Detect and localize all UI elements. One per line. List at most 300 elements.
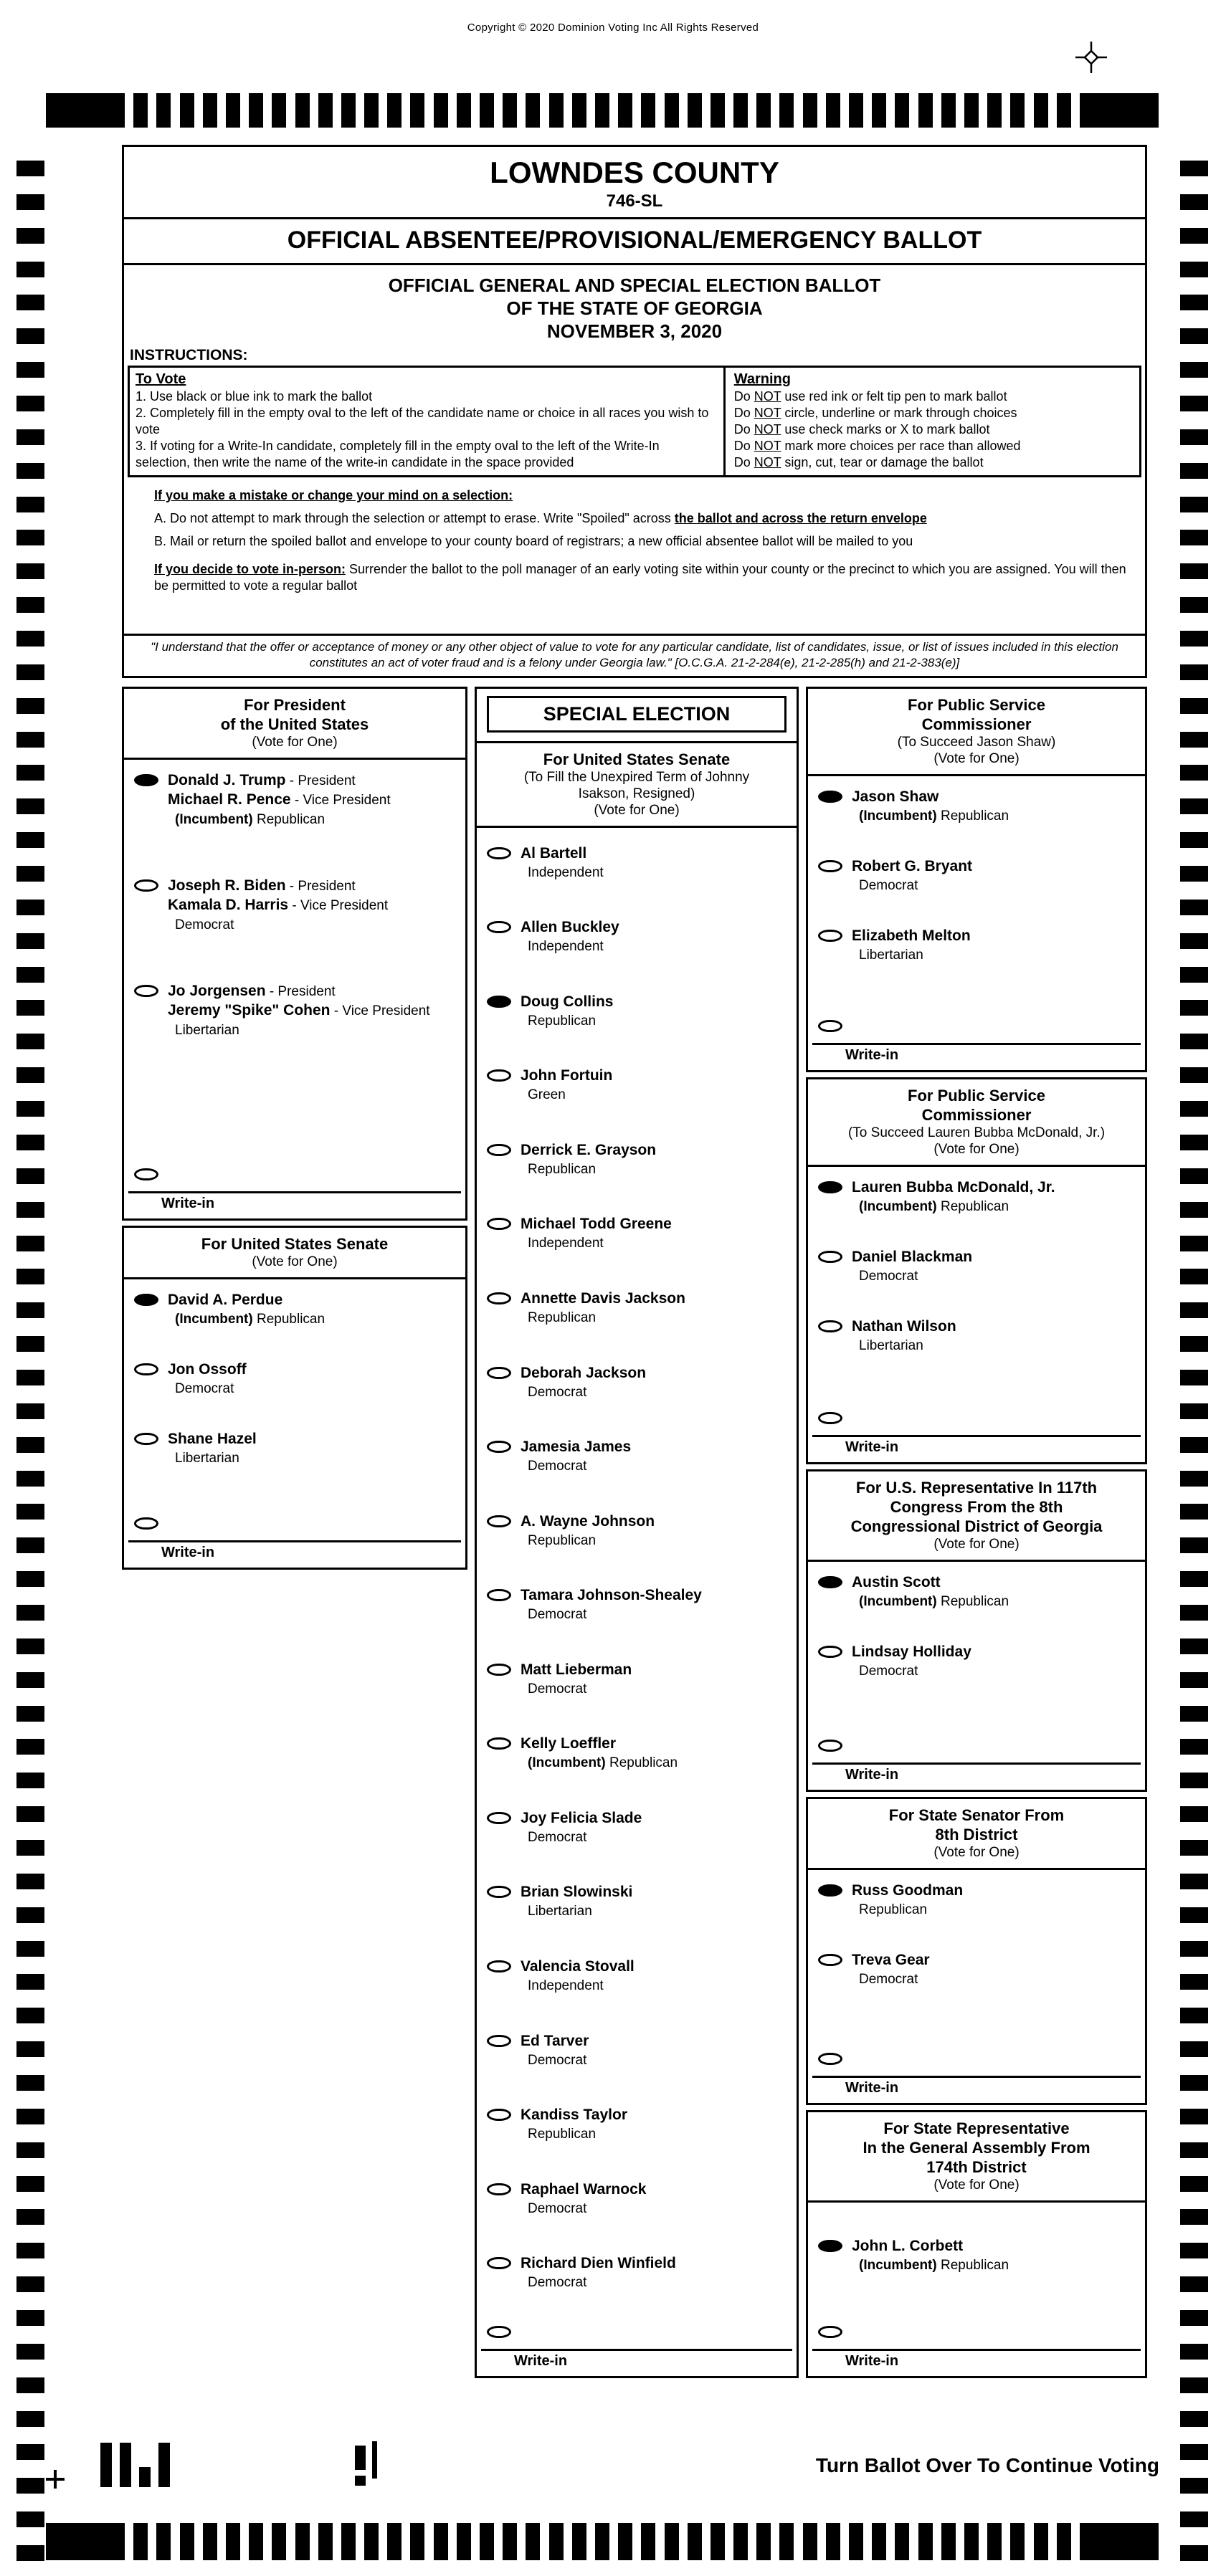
candidate-option <box>808 1940 1145 2009</box>
race-box <box>806 1797 1147 2105</box>
write-in-option <box>477 2317 797 2376</box>
timing-mark <box>1180 2545 1208 2561</box>
candidate-option <box>477 2021 797 2090</box>
timing-bar <box>1057 2523 1071 2560</box>
mistake-instruction: A. Do not attempt to mark through the selection or attempt to erase. Write "Spoiled" across the ballot and across the return envelope <box>154 511 927 525</box>
candidate-info <box>521 2180 646 2217</box>
mistake-section <box>124 482 1145 550</box>
candidate-party: Independent <box>528 1236 604 1251</box>
special-election-title: SPECIAL ELECTION <box>487 696 787 733</box>
timing-bar <box>941 93 956 128</box>
ballot-oval-empty[interactable] <box>487 1812 511 1824</box>
timing-bar <box>779 93 794 128</box>
candidate-party: Democrat <box>528 2275 587 2291</box>
timing-bar <box>364 93 379 128</box>
timing-bar <box>964 93 979 128</box>
race-title: For United States Senate <box>201 1235 389 1253</box>
candidate-name: Shane Hazel <box>168 1431 257 1447</box>
candidate-name: Lindsay Holliday <box>852 1644 971 1660</box>
candidate-party: Libertarian <box>859 948 923 963</box>
mistake-items <box>154 510 1134 550</box>
race-title: For State Senator From <box>888 1806 1065 1824</box>
timing-mark <box>1180 1806 1208 1822</box>
candidate-party: Democrat <box>859 1972 918 1987</box>
candidate-list <box>808 2203 1145 2317</box>
candidate-option <box>477 1798 797 1867</box>
barcode-bar <box>355 2446 366 2470</box>
write-in-oval[interactable] <box>134 1517 158 1530</box>
candidate-party: (Incumbent) Republican <box>859 1594 1009 1609</box>
warning-instruction: Do NOT circle, underline or mark through choices <box>733 406 1017 420</box>
timing-mark <box>16 1236 44 1251</box>
timing-mark <box>16 1336 44 1352</box>
candidate-option <box>477 2094 797 2164</box>
write-in-label: Write-in <box>845 1767 899 1783</box>
race-subtitle: (To Succeed Jason Shaw) <box>897 735 1056 750</box>
barcode-bar <box>139 2467 151 2487</box>
timing-mark <box>16 2344 44 2360</box>
ballot-type-title: OFFICIAL ABSENTEE/PROVISIONAL/EMERGENCY BALLOT <box>124 219 1145 265</box>
timing-bar <box>641 93 655 128</box>
timing-bar <box>180 93 194 128</box>
candidate-name: Valencia Stovall <box>521 1958 635 1975</box>
timing-mark <box>1180 1168 1208 1184</box>
ballot-content <box>122 145 1147 2378</box>
timing-bar <box>434 93 448 128</box>
candidate-party: (Incumbent) Republican <box>175 1312 325 1327</box>
candidate-party: Democrat <box>859 878 918 893</box>
candidate-name: Joseph R. Biden - President <box>168 877 356 894</box>
candidate-option <box>808 1562 1145 1631</box>
timing-cap <box>1080 2523 1159 2560</box>
write-in-oval[interactable] <box>818 1740 842 1752</box>
timing-mark <box>1180 1236 1208 1251</box>
warning-instruction: Do NOT mark more choices per race than allowed <box>733 439 1021 453</box>
timing-mark <box>1180 1269 1208 1284</box>
timing-mark <box>16 2411 44 2427</box>
candidate-list <box>808 776 1145 985</box>
candidate-info <box>852 1881 963 1918</box>
timing-bar <box>826 93 840 128</box>
timing-bar <box>918 2523 933 2560</box>
timing-bar <box>1034 2523 1048 2560</box>
timing-bar <box>872 2523 886 2560</box>
candidate-name: David A. Perdue <box>168 1292 283 1308</box>
ballot-oval-filled[interactable] <box>818 2240 842 2252</box>
timing-bar <box>156 2523 171 2560</box>
write-in-oval[interactable] <box>818 1020 842 1032</box>
write-in-option <box>808 1011 1145 1070</box>
timing-mark <box>1180 2109 1208 2124</box>
ballot-oval-filled[interactable] <box>818 1884 842 1897</box>
barcode-bar <box>372 2441 377 2479</box>
candidate-name: Jon Ossoff <box>168 1361 247 1378</box>
candidate-option <box>124 760 465 865</box>
timing-mark <box>1180 429 1208 445</box>
timing-mark <box>1180 1571 1208 1587</box>
ballot-oval-empty[interactable] <box>818 930 842 942</box>
mistake-heading: If you make a mistake or change your mind on a selection: <box>154 488 513 502</box>
candidate-info <box>852 1317 956 1354</box>
ballot-oval-empty[interactable] <box>487 1069 511 1082</box>
candidate-name: Doug Collins <box>521 993 614 1010</box>
candidate-name: Kandiss Taylor <box>521 2107 627 2124</box>
candidate-party: Democrat <box>859 1664 918 1679</box>
timing-mark <box>16 328 44 344</box>
race-box <box>475 687 799 2378</box>
timing-mark <box>1180 1504 1208 1520</box>
write-in-oval[interactable] <box>818 2326 842 2338</box>
ballot-oval-empty[interactable] <box>487 2035 511 2047</box>
timing-mark <box>1180 194 1208 210</box>
ballot-oval-filled[interactable] <box>134 1294 158 1306</box>
timing-mark <box>16 2310 44 2326</box>
timing-mark <box>1180 2377 1208 2393</box>
timing-bar <box>226 2523 240 2560</box>
write-in-option <box>808 2044 1145 2103</box>
candidate-info <box>521 1883 632 1919</box>
ballot-oval-empty[interactable] <box>487 2257 511 2269</box>
timing-bar <box>295 93 310 128</box>
to-vote-title: To Vote <box>136 371 186 387</box>
ballot-oval-empty[interactable] <box>487 1218 511 1230</box>
timing-mark <box>1180 2075 1208 2091</box>
candidate-info <box>521 1957 635 1994</box>
timing-mark <box>16 161 44 176</box>
timing-mark <box>16 1638 44 1654</box>
ballot-oval-empty[interactable] <box>487 1960 511 1972</box>
ballot-oval-empty[interactable] <box>818 860 842 872</box>
write-in-oval[interactable] <box>134 1168 158 1180</box>
timing-cap <box>46 93 125 128</box>
timing-mark <box>16 1269 44 1284</box>
race-header <box>808 1079 1145 1167</box>
race-header <box>808 1799 1145 1870</box>
candidate-info <box>521 844 604 881</box>
timing-bar <box>295 2523 310 2560</box>
candidate-option <box>808 1306 1145 1375</box>
race-header <box>808 689 1145 776</box>
timing-mark <box>1180 2142 1208 2158</box>
timing-mark <box>16 396 44 411</box>
timing-mark <box>16 1101 44 1117</box>
timing-bar <box>203 2523 217 2560</box>
race-title: of the United States <box>220 715 369 733</box>
timing-bar <box>987 2523 1002 2560</box>
ballot-oval-empty[interactable] <box>487 1589 511 1601</box>
ballot-oval-empty[interactable] <box>134 879 158 892</box>
timing-mark <box>16 1672 44 1688</box>
timing-mark <box>16 194 44 210</box>
timing-mark <box>16 1034 44 1049</box>
ballot-oval-filled[interactable] <box>818 1181 842 1193</box>
warning-instruction: Do NOT use check marks or X to mark ballot <box>733 422 990 437</box>
timing-mark <box>1180 1907 1208 1923</box>
candidate-option <box>124 865 465 970</box>
candidate-name: Elizabeth Melton <box>852 927 971 944</box>
timing-bar <box>318 93 333 128</box>
write-in-label: Write-in <box>161 1545 215 1560</box>
candidate-info <box>521 2254 676 2291</box>
write-in-oval[interactable] <box>487 2326 511 2338</box>
ballot-oval-empty[interactable] <box>487 1144 511 1156</box>
timing-bar <box>849 93 863 128</box>
timing-mark <box>16 2444 44 2460</box>
timing-mark <box>1180 1034 1208 1049</box>
timing-bar <box>457 2523 471 2560</box>
timing-mark <box>1180 262 1208 277</box>
race-title: Congress From the 8th <box>890 1498 1063 1516</box>
timing-mark <box>1180 798 1208 814</box>
barcode-bar <box>355 2476 366 2486</box>
race-header <box>477 743 797 828</box>
race-subtitle: (Vote for One) <box>933 2177 1020 2193</box>
candidate-party: (Incumbent) Republican <box>528 1755 678 1771</box>
timing-mark <box>16 1471 44 1487</box>
timing-mark <box>16 866 44 882</box>
timing-mark <box>16 597 44 613</box>
timing-bar <box>711 2523 725 2560</box>
write-in-oval[interactable] <box>818 1412 842 1424</box>
candidate-name: Al Bartell <box>521 844 587 862</box>
timing-mark <box>1180 597 1208 613</box>
timing-mark <box>1180 1336 1208 1352</box>
race-title: Commissioner <box>921 1106 1032 1124</box>
ballot-oval-empty[interactable] <box>134 1433 158 1445</box>
barcode-bar <box>100 2443 112 2487</box>
candidate-info <box>521 1512 655 1549</box>
timing-mark <box>16 1605 44 1621</box>
candidate-party: Green <box>528 1087 566 1103</box>
ballot-oval-empty[interactable] <box>818 1320 842 1332</box>
candidate-name: Lauren Bubba McDonald, Jr. <box>852 1179 1055 1196</box>
barcode-bar <box>120 2443 131 2487</box>
warning-items <box>734 388 1132 471</box>
candidate-option <box>477 1723 797 1793</box>
write-in-label: Write-in <box>845 1047 899 1063</box>
timing-mark <box>1180 1101 1208 1117</box>
candidate-party: Democrat <box>859 1269 918 1284</box>
candidate-name: Joy Felicia Slade <box>521 1809 642 1826</box>
timing-mark <box>1180 1370 1208 1385</box>
timing-mark <box>1180 2444 1208 2460</box>
timing-mark <box>1180 866 1208 882</box>
write-in-oval[interactable] <box>818 2053 842 2065</box>
in-person-instructions: If you decide to vote in-person: Surrender the ballot to the poll manager of an early voting site within your county or the precinct to which you are assigned. You will then be permitted to vote a regular ballot <box>154 562 1126 593</box>
candidate-party: Democrat <box>528 1829 587 1845</box>
timing-bar <box>526 93 540 128</box>
ballot-oval-empty[interactable] <box>487 1664 511 1676</box>
timing-mark <box>1180 2478 1208 2494</box>
ballot-oval-filled[interactable] <box>134 774 158 786</box>
timing-mark <box>1180 2008 1208 2023</box>
candidate-option <box>477 1130 797 1199</box>
timing-bar <box>872 93 886 128</box>
timing-mark <box>1180 161 1208 176</box>
race-title: Commissioner <box>921 715 1032 733</box>
running-mate-name: Kamala D. Harris - Vice President <box>168 897 389 913</box>
timing-bar <box>987 93 1002 128</box>
ballot-oval-empty[interactable] <box>487 1292 511 1304</box>
ballot-oval-empty[interactable] <box>487 921 511 933</box>
ballot-oval-empty[interactable] <box>487 1441 511 1453</box>
timing-bar <box>964 2523 979 2560</box>
timing-mark <box>1180 563 1208 579</box>
candidate-party: Libertarian <box>859 1338 923 1353</box>
to-vote-instruction: 3. If voting for a Write-In candidate, completely fill in the empty oval to the left of the Write-In selection, then write the name of the write-in candidate in the space provided <box>136 439 660 469</box>
timing-bar <box>457 93 471 128</box>
candidate-option <box>808 1236 1145 1306</box>
timing-bar <box>849 2523 863 2560</box>
timing-bar <box>779 2523 794 2560</box>
timing-bar <box>364 2523 379 2560</box>
timing-bar <box>826 2523 840 2560</box>
timing-mark <box>16 1806 44 1822</box>
candidate-info <box>852 788 1009 824</box>
timing-mark <box>1180 228 1208 244</box>
timing-mark <box>1180 631 1208 647</box>
ballot-oval-empty[interactable] <box>818 1646 842 1658</box>
timing-bar <box>133 2523 148 2560</box>
timing-bar <box>549 2523 564 2560</box>
candidate-option <box>477 1946 797 2016</box>
timing-mark <box>16 362 44 378</box>
timing-marks-bottom <box>46 2523 1159 2560</box>
candidate-name: Daniel Blackman <box>852 1249 973 1265</box>
candidate-option <box>808 846 1145 915</box>
ballot-oval-empty[interactable] <box>487 847 511 859</box>
ballot-oval-empty[interactable] <box>818 1251 842 1263</box>
timing-mark <box>16 1974 44 1990</box>
timing-bar <box>249 2523 263 2560</box>
ballot-column-2 <box>475 687 799 2378</box>
candidate-name: Tamara Johnson-Shealey <box>521 1587 702 1604</box>
race-title: For Public Service <box>908 696 1045 714</box>
ballot-oval-empty[interactable] <box>487 2183 511 2195</box>
ballot-oval-empty[interactable] <box>487 2109 511 2121</box>
candidate-option <box>477 833 797 902</box>
race-subtitle: (Vote for One) <box>933 1537 1020 1552</box>
candidate-info <box>168 1430 257 1466</box>
timing-bar <box>180 2523 194 2560</box>
candidate-option <box>808 1870 1145 1940</box>
election-date: NOVEMBER 3, 2020 <box>546 320 723 342</box>
candidate-name: Robert G. Bryant <box>852 858 973 874</box>
race-subtitle: (Vote for One) <box>594 803 680 818</box>
timing-mark <box>16 2075 44 2091</box>
candidate-list <box>808 1870 1145 2009</box>
timing-bar <box>711 93 725 128</box>
candidate-name: Annette Davis Jackson <box>521 1289 685 1307</box>
ballot-header <box>122 145 1147 678</box>
candidate-option <box>124 1279 465 1349</box>
registration-plus-icon <box>46 2470 65 2492</box>
timing-bar <box>665 2523 679 2560</box>
instructions-table <box>128 366 1141 477</box>
candidate-info <box>521 1215 672 1251</box>
ballot-oval-filled[interactable] <box>818 791 842 803</box>
candidate-info <box>852 1573 1009 1610</box>
candidate-party: Republican <box>528 1532 597 1548</box>
candidate-option <box>808 1167 1145 1236</box>
timing-mark <box>16 1840 44 1856</box>
candidate-party: Republican <box>859 1902 928 1917</box>
timing-mark <box>16 1504 44 1520</box>
ballot-oval-empty[interactable] <box>487 1886 511 1898</box>
timing-bar <box>410 93 424 128</box>
candidate-name: Michael Todd Greene <box>521 1216 672 1233</box>
ballot-oval-empty[interactable] <box>134 1363 158 1375</box>
ballot-oval-filled[interactable] <box>487 996 511 1008</box>
ballot-oval-empty[interactable] <box>487 1367 511 1379</box>
candidate-name: Donald J. Trump - President <box>168 772 356 788</box>
timing-bar <box>665 93 679 128</box>
timing-bar <box>756 2523 771 2560</box>
timing-mark <box>16 2008 44 2023</box>
ballot-oval-empty[interactable] <box>487 1737 511 1750</box>
timing-mark <box>1180 1672 1208 1688</box>
timing-mark <box>1180 1874 1208 1889</box>
timing-mark <box>1180 765 1208 781</box>
candidate-info <box>521 1586 702 1623</box>
candidate-option <box>808 915 1145 985</box>
timing-mark <box>16 900 44 915</box>
candidate-info <box>521 1067 612 1103</box>
timing-mark <box>1180 497 1208 512</box>
instructions-label: INSTRUCTIONS: <box>130 347 248 363</box>
timing-mark <box>1180 664 1208 680</box>
ballot-style-code: 746-SL <box>124 190 1145 219</box>
write-in-option <box>808 1403 1145 1462</box>
race-box <box>806 1469 1147 1792</box>
candidate-name: Raphael Warnock <box>521 2180 647 2198</box>
race-title: Congressional District of Georgia <box>850 1517 1103 1535</box>
race-title: For United States Senate <box>543 750 731 768</box>
warning-instruction: Do NOT use red ink or felt tip pen to mark ballot <box>733 389 1007 404</box>
timing-mark <box>16 698 44 714</box>
timing-mark <box>16 2545 44 2561</box>
candidate-name: John Fortuin <box>521 1067 613 1084</box>
ballot-oval-filled[interactable] <box>818 1576 842 1588</box>
write-in-option <box>124 1509 465 1568</box>
candidate-option <box>477 1055 797 1125</box>
timing-bar <box>203 93 217 128</box>
candidate-info <box>168 771 391 828</box>
timing-mark <box>1180 832 1208 848</box>
timing-bar <box>803 2523 817 2560</box>
write-in-label: Write-in <box>514 2353 568 2369</box>
special-election-banner <box>477 689 797 743</box>
timing-mark <box>16 1202 44 1218</box>
candidate-option <box>477 1501 797 1570</box>
timing-mark <box>16 2511 44 2527</box>
candidate-party: Republican <box>528 1161 597 1177</box>
ballot-oval-empty[interactable] <box>134 985 158 997</box>
legal-notice: "I understand that the offer or acceptance of money or any other object of value to vote for any particular candidate, list of candidates, issue, or list of issues included in this election constitutes an act of voter fraud and is a felony under Georgia law." [O.C.G.A. 21-2-284(e), 21-2-285(h) and 21-2-383(e)] <box>124 634 1145 676</box>
candidate-option <box>477 907 797 976</box>
candidate-party: Libertarian <box>175 1023 239 1038</box>
timing-mark <box>1180 1605 1208 1621</box>
timing-mark <box>1180 2041 1208 2057</box>
candidate-info <box>852 1248 972 1284</box>
timing-mark <box>16 765 44 781</box>
timing-mark <box>1180 328 1208 344</box>
race-subtitle: (Vote for One) <box>933 751 1020 766</box>
candidate-option <box>124 970 465 1076</box>
ballot-oval-empty[interactable] <box>818 1954 842 1966</box>
timing-mark <box>16 2276 44 2292</box>
ballot-oval-empty[interactable] <box>487 1515 511 1527</box>
